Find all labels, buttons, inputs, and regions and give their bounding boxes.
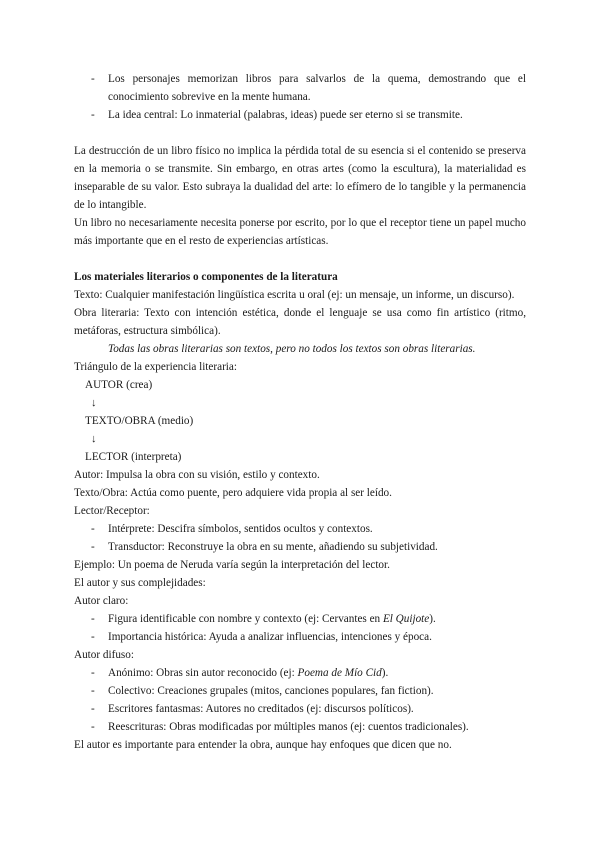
list-item bbox=[74, 610, 526, 628]
autor-line: Autor: Impulsa la obra con su visión, estilo y contexto. bbox=[74, 469, 320, 481]
bullet-text: Transductor: Reconstruye la obra en su mente, añadiendo su subjetividad. bbox=[108, 541, 438, 553]
bullet-dash: - bbox=[91, 523, 95, 535]
text-run: ). bbox=[381, 667, 389, 679]
bullet-dash: - bbox=[91, 109, 95, 121]
autor-difuso-label: Autor difuso: bbox=[74, 649, 134, 661]
triangle-autor: AUTOR (crea) bbox=[85, 379, 153, 391]
list-item bbox=[74, 520, 526, 538]
bullet-dash: - bbox=[91, 667, 95, 679]
bullet-text bbox=[108, 610, 526, 628]
document-page bbox=[74, 70, 526, 754]
bullet-text: Escritores fantasmas: Autores no creditados (ej: discursos políticos). bbox=[108, 703, 414, 715]
bullet-text: Intérprete: Descifra símbolos, sentidos ocultos y contextos. bbox=[108, 523, 373, 535]
bullet-dash: - bbox=[91, 541, 95, 553]
bullet-dash: - bbox=[91, 613, 95, 625]
italic-title: Poema de Mío Cid bbox=[297, 667, 382, 679]
paragraph: Un libro no necesariamente necesita ponerse por escrito, por lo que el receptor tiene un papel mucho más importante que en el resto de experiencias artísticas. bbox=[74, 217, 526, 247]
list-item bbox=[74, 628, 526, 646]
italic-title: El Quijote bbox=[382, 613, 430, 625]
triangle-title: Triángulo de la experiencia literaria: bbox=[74, 361, 237, 373]
list-item bbox=[74, 664, 526, 682]
definition-texto: Texto: Cualquier manifestación lingüística escrita u oral (ej: un mensaje, un informe, un discurso). bbox=[74, 289, 515, 301]
bullet-dash: - bbox=[91, 631, 95, 643]
list-item bbox=[74, 106, 526, 124]
list-item bbox=[74, 70, 526, 106]
list-item bbox=[74, 682, 526, 700]
ejemplo-line: Ejemplo: Un poema de Neruda varía según la interpretación del lector. bbox=[74, 559, 390, 571]
autor-complejidades: El autor y sus complejidades: bbox=[74, 577, 206, 589]
bullet-dash: - bbox=[91, 721, 95, 733]
list-item bbox=[74, 700, 526, 718]
autor-claro-label: Autor claro: bbox=[74, 595, 129, 607]
paragraph: La destrucción de un libro físico no implica la pérdida total de su esencia si el contenido se preserva en la memoria o se transmite. Sin embargo, en otras artes (como la escultura), la materialidad es inseparable de su valor. Esto subraya la dualidad del arte: lo efímero de lo tangible y la permanencia de lo intangible. bbox=[74, 145, 526, 211]
down-arrow-icon: ↓ bbox=[91, 433, 97, 445]
list-item bbox=[74, 538, 526, 556]
bullet-text: Reescrituras: Obras modificadas por múltiples manos (ej: cuentos tradicionales). bbox=[108, 721, 469, 733]
bullet-text: Colectivo: Creaciones grupales (mitos, canciones populares, fan fiction). bbox=[108, 685, 434, 697]
triangle-texto: TEXTO/OBRA (medio) bbox=[85, 415, 194, 427]
closing-line: El autor es importante para entender la obra, aunque hay enfoques que dicen que no. bbox=[74, 739, 452, 751]
text-run: Anónimo: Obras sin autor reconocido (ej: bbox=[108, 667, 298, 679]
lector-label: Lector/Receptor: bbox=[74, 505, 150, 517]
bullet-text bbox=[108, 664, 526, 682]
text-run: Figura identificable con nombre y contexto (ej: Cervantes en bbox=[108, 613, 383, 625]
bullet-dash: - bbox=[91, 685, 95, 697]
bullet-text: Los personajes memorizan libros para salvarlos de la quema, demostrando que el conocimiento sobrevive en la mente humana. bbox=[108, 73, 526, 103]
down-arrow-icon: ↓ bbox=[91, 397, 97, 409]
italic-note: Todas las obras literarias son textos, pero no todos los textos son obras literarias. bbox=[108, 343, 476, 355]
text-run: ). bbox=[429, 613, 436, 625]
textoobra-line: Texto/Obra: Actúa como puente, pero adquiere vida propia al ser leído. bbox=[74, 487, 392, 499]
section-heading: Los materiales literarios o componentes de la literatura bbox=[74, 271, 338, 283]
bullet-dash: - bbox=[91, 73, 95, 85]
triangle-lector: LECTOR (interpreta) bbox=[85, 451, 182, 463]
bullet-dash: - bbox=[91, 703, 95, 715]
bullet-text: Importancia histórica: Ayuda a analizar influencias, intenciones y época. bbox=[108, 631, 432, 643]
definition-obra: Obra literaria: Texto con intención estética, donde el lenguaje se usa como fin artístico (ritmo, metáforas, estructura simbólica). bbox=[74, 307, 526, 337]
list-item bbox=[74, 718, 526, 736]
bullet-text: La idea central: Lo inmaterial (palabras, ideas) puede ser eterno si se transmite. bbox=[108, 109, 463, 121]
